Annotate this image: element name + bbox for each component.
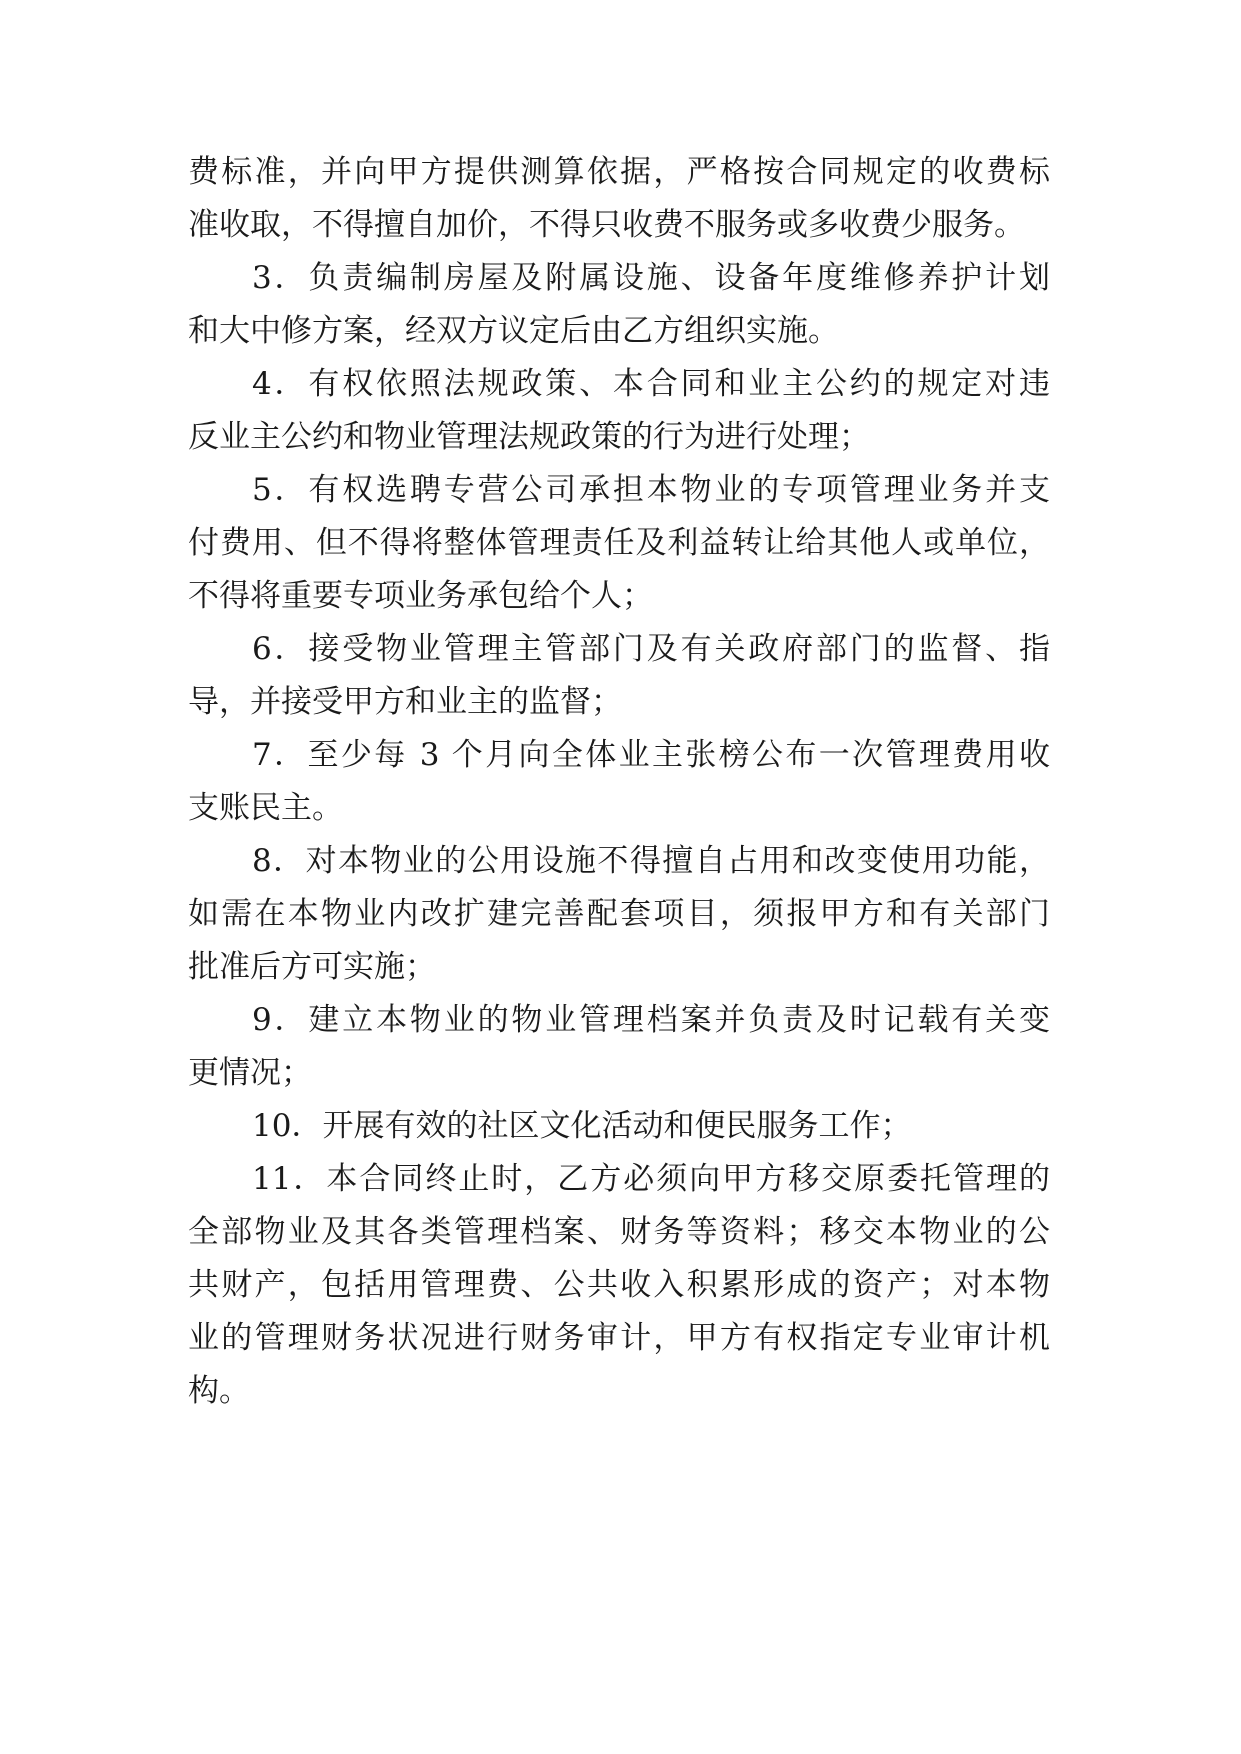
clause-8-line: 如需在本物业内改扩建完善配套项目，须报甲方和有关部门	[188, 896, 1050, 932]
clause-5-line: 5．有权选聘专营公司承担本物业的专项管理业务并支	[252, 472, 1050, 508]
clause-7-line: 支账民主。	[188, 790, 343, 826]
clause-5-line: 不得将重要专项业务承包给个人；	[188, 578, 653, 614]
clause-7-line: 7．至少每 3 个月向全体业主张榜公布一次管理费用收	[252, 737, 1050, 773]
clause-4-line: 反业主公约和物业管理法规政策的行为进行处理；	[188, 419, 870, 455]
clause-10-line: 10．开展有效的社区文化活动和便民服务工作；	[252, 1108, 912, 1144]
clause-3-line: 和大中修方案，经双方议定后由乙方组织实施。	[188, 313, 839, 349]
clause-3-line: 3．负责编制房屋及附属设施、设备年度维修养护计划	[252, 260, 1050, 296]
clause-8-line: 批准后方可实施；	[188, 949, 436, 985]
clause-5-line: 付费用、但不得将整体管理责任及利益转让给其他人或单位，	[188, 525, 1050, 561]
clause-4-line: 4．有权依照法规政策、本合同和业主公约的规定对违	[252, 366, 1050, 402]
clause-11-line: 全部物业及其各类管理档案、财务等资料；移交本物业的公	[188, 1214, 1050, 1250]
clause-11-line: 构。	[188, 1373, 250, 1409]
text-line-continuation: 准收取，不得擅自加价，不得只收费不服务或多收费少服务。	[188, 207, 1025, 243]
text-line-continuation: 费标准，并向甲方提供测算依据，严格按合同规定的收费标	[188, 154, 1050, 190]
clause-11-line: 11．本合同终止时，乙方必须向甲方移交原委托管理的	[252, 1161, 1050, 1197]
clause-9-line: 更情况；	[188, 1055, 312, 1091]
clause-11-line: 共财产，包括用管理费、公共收入积累形成的资产；对本物	[188, 1267, 1050, 1303]
clause-9-line: 9．建立本物业的物业管理档案并负责及时记载有关变	[252, 1002, 1050, 1038]
clause-6-line: 6．接受物业管理主管部门及有关政府部门的监督、指	[252, 631, 1050, 667]
clause-6-line: 导，并接受甲方和业主的监督；	[188, 684, 622, 720]
clause-8-line: 8．对本物业的公用设施不得擅自占用和改变使用功能，	[252, 843, 1050, 879]
clause-11-line: 业的管理财务状况进行财务审计，甲方有权指定专业审计机	[188, 1320, 1050, 1356]
